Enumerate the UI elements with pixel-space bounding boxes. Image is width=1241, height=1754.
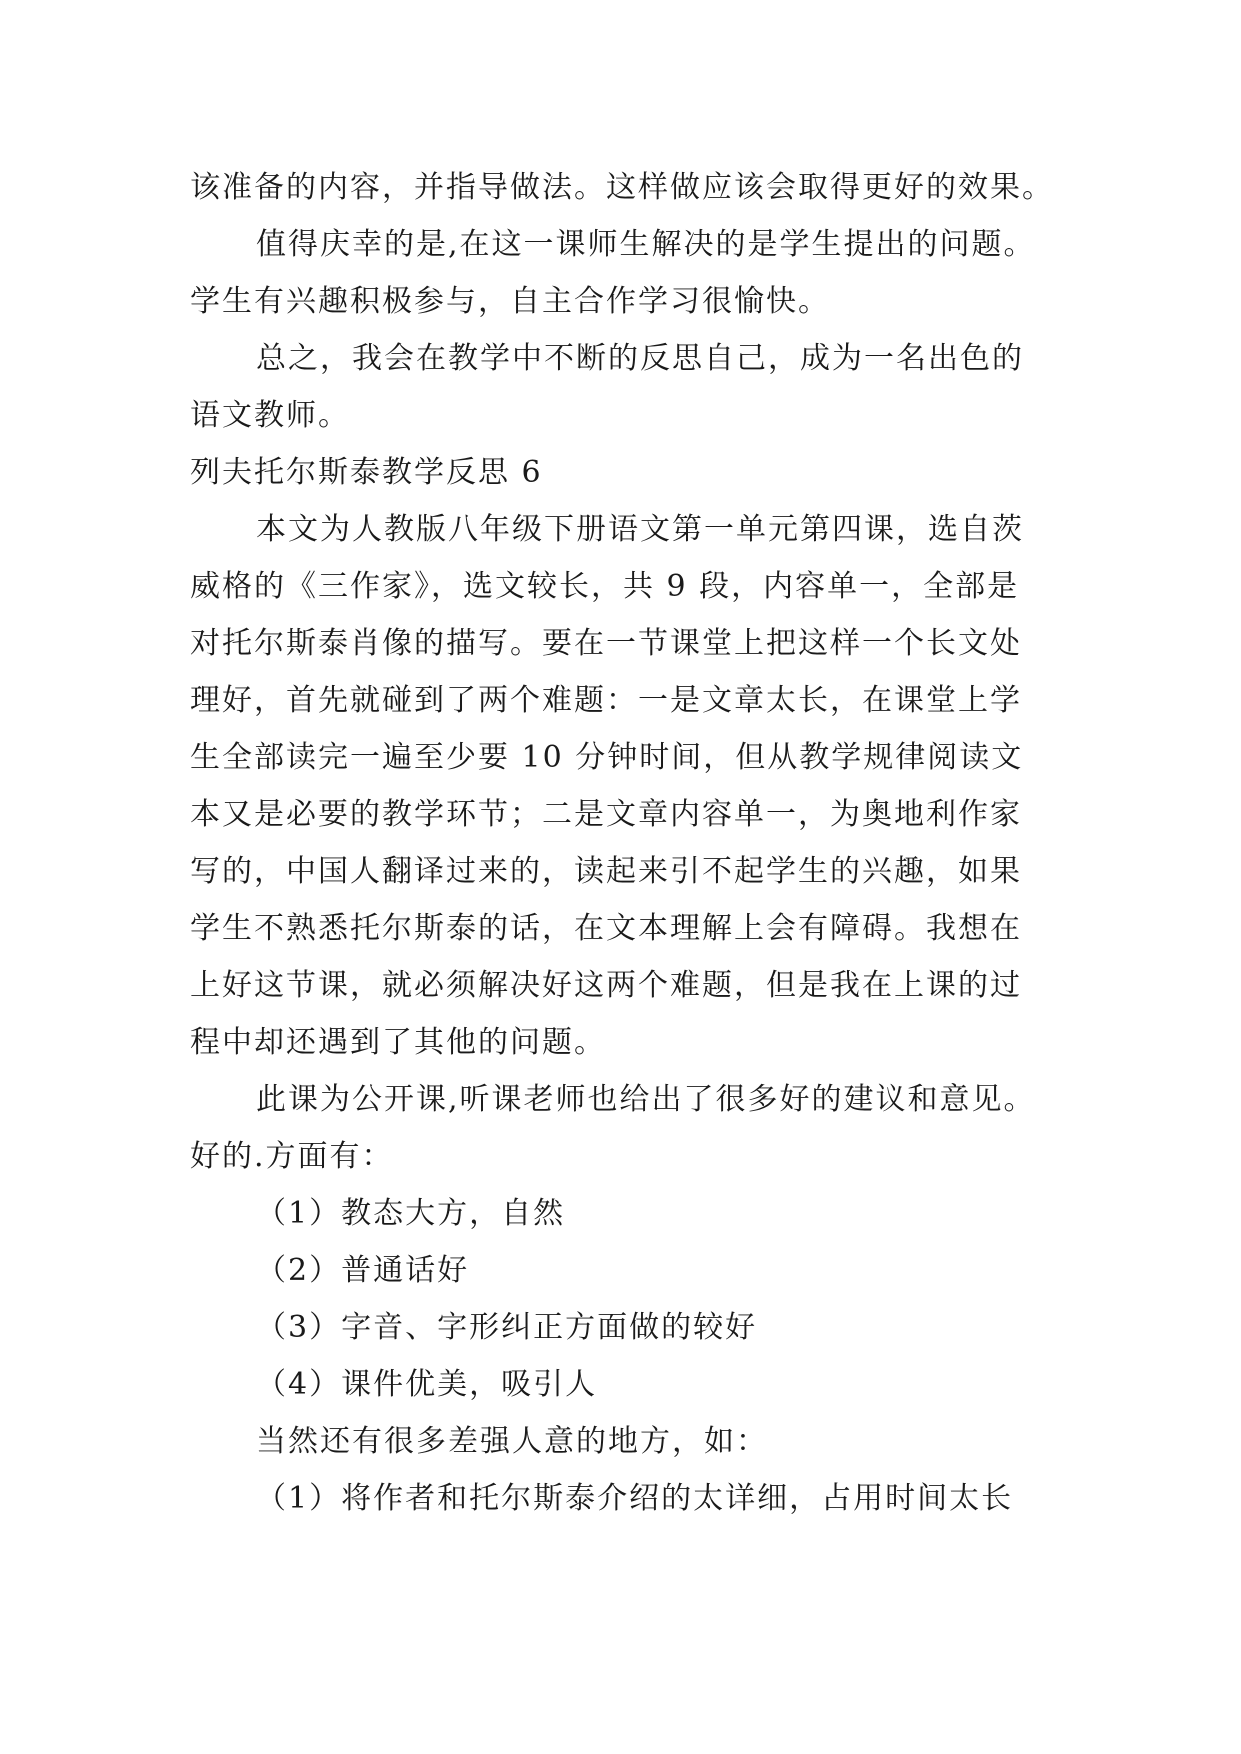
- text-line: 程中却还遇到了其他的问题。: [190, 1025, 606, 1060]
- text-line: 该准备的内容，并指导做法。这样做应该会取得更好的效果。: [190, 170, 1054, 205]
- text-line: 总之，我会在教学中不断的反思自己，成为一名出色的: [256, 341, 1024, 376]
- text-line: 值得庆幸的是,在这一课师生解决的是学生提出的问题。: [256, 227, 1036, 262]
- text-line: 此课为公开课,听课老师也给出了很多好的建议和意见。: [256, 1082, 1036, 1117]
- text-line: 理好，首先就碰到了两个难题：一是文章太长，在课堂上学: [190, 683, 1022, 718]
- section-heading: 列夫托尔斯泰教学反思 6: [190, 455, 543, 490]
- list-item: （1）将作者和托尔斯泰介绍的太详细，占用时间太长: [256, 1481, 1014, 1516]
- text-line: 威格的《三作家》，选文较长，共 9 段，内容单一，全部是: [190, 569, 1020, 604]
- list-item: （1）教态大方，自然: [256, 1196, 566, 1231]
- list-item: （2）普通话好: [256, 1253, 470, 1288]
- list-item: （3）字音、字形纠正方面做的较好: [256, 1310, 758, 1345]
- text-line: 语文教师。: [190, 398, 350, 433]
- list-item: （4）课件优美，吸引人: [256, 1367, 598, 1402]
- text-line: 生全部读完一遍至少要 10 分钟时间，但从教学规律阅读文: [190, 740, 1024, 775]
- text-line: 好的.方面有：: [190, 1139, 394, 1174]
- text-line: 写的，中国人翻译过来的，读起来引不起学生的兴趣，如果: [190, 854, 1022, 889]
- text-line: 本又是必要的教学环节；二是文章内容单一，为奥地利作家: [190, 797, 1022, 832]
- text-line: 上好这节课，就必须解决好这两个难题，但是我在上课的过: [190, 968, 1022, 1003]
- text-line: 当然还有很多差强人意的地方，如：: [256, 1424, 768, 1459]
- text-line: 学生不熟悉托尔斯泰的话，在文本理解上会有障碍。我想在: [190, 911, 1022, 946]
- text-line: 对托尔斯泰肖像的描写。要在一节课堂上把这样一个长文处: [190, 626, 1022, 661]
- text-line: 本文为人教版八年级下册语文第一单元第四课，选自茨: [256, 512, 1024, 547]
- text-line: 学生有兴趣积极参与，自主合作学习很愉快。: [190, 284, 830, 319]
